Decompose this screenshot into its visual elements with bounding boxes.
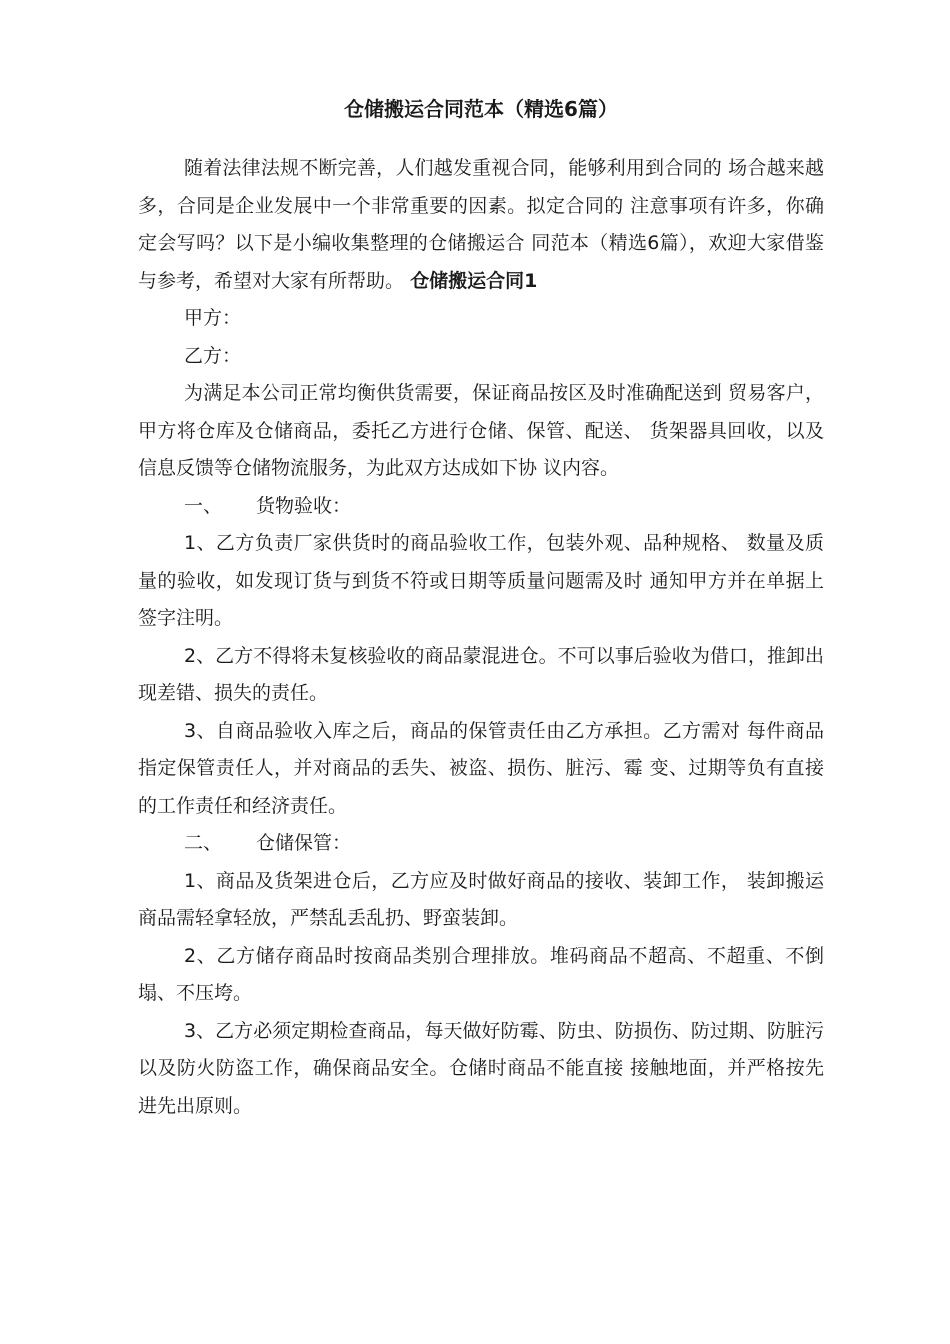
clause-paragraph: 3、自商品验收入库之后，商品的保管责任由乙方承担。乙方需对 每件商品指定保管责任人，并对商品的丢失、被盗、损伤、脏污、霉 变、过期等负有直接的工作责任和经济责任。 [138, 719, 824, 817]
party-b-line: 乙方： [184, 344, 242, 367]
section-title: 货物验收： [256, 494, 352, 517]
clause-paragraph: 2、乙方储存商品时按商品类别合理排放。堆码商品不超高、不超重、不倒塌、不压垮。 [138, 944, 824, 1004]
intro-text: 随着法律法规不断完善，人们越发重视合同，能够利用到合同的 场合越来越多，合同是企业发展中一个非常重要的因素。拟定合同的 注意事项有许多，你确定会写吗？以下是小编收集整理的仓储搬运合 同范本（精选6篇），欢迎大家借鉴与参考，希望对大家有所帮助。 [138, 157, 824, 292]
clause-paragraph: 3、乙方必须定期检查商品，每天做好防霉、防虫、防损伤、防过期、防脏污以及防火防盗工作，确保商品安全。仓储时商品不能直接 接触地面，并严格按先进先出原则。 [138, 1019, 824, 1117]
section-title: 仓储保管： [256, 832, 352, 854]
intro-paragraph [138, 150, 824, 300]
clause-paragraph: 1、商品及货架进仓后，乙方应及时做好商品的接收、装卸工作， 装卸搬运商品需轻拿轻放，严禁乱丢乱扔、野蛮装卸。 [138, 869, 824, 929]
clause-paragraph: 1、乙方负责厂家供货时的商品验收工作，包装外观、品种规格、 数量及质量的验收，如发现订货与到货不符或日期等质量问题需及时 通知甲方并在单据上签字注明。 [138, 532, 824, 629]
document-title: 仓储搬运合同范本（精选6篇） [344, 97, 618, 121]
section-heading [138, 825, 824, 863]
contract-heading: 仓储搬运合同1 [410, 269, 538, 292]
document-body [138, 150, 824, 1125]
purpose-paragraph: 为满足本公司正常均衡供货需要，保证商品按区及时准确配送到 贸易客户，甲方将仓库及仓储商品，委托乙方进行仓储、保管、配送、 货架器具回收，以及信息反馈等仓储物流服务，为此双方达成如下协 议内容。 [138, 382, 824, 479]
party-a-line: 甲方： [184, 307, 242, 329]
clause-paragraph: 2、乙方不得将未复核验收的商品蒙混进仓。不可以事后验收为借口，推卸出现差错、损失的责任。 [138, 644, 824, 704]
section-heading [138, 488, 824, 526]
section-number: 一、 [184, 494, 223, 517]
section-number: 二、 [184, 832, 223, 854]
